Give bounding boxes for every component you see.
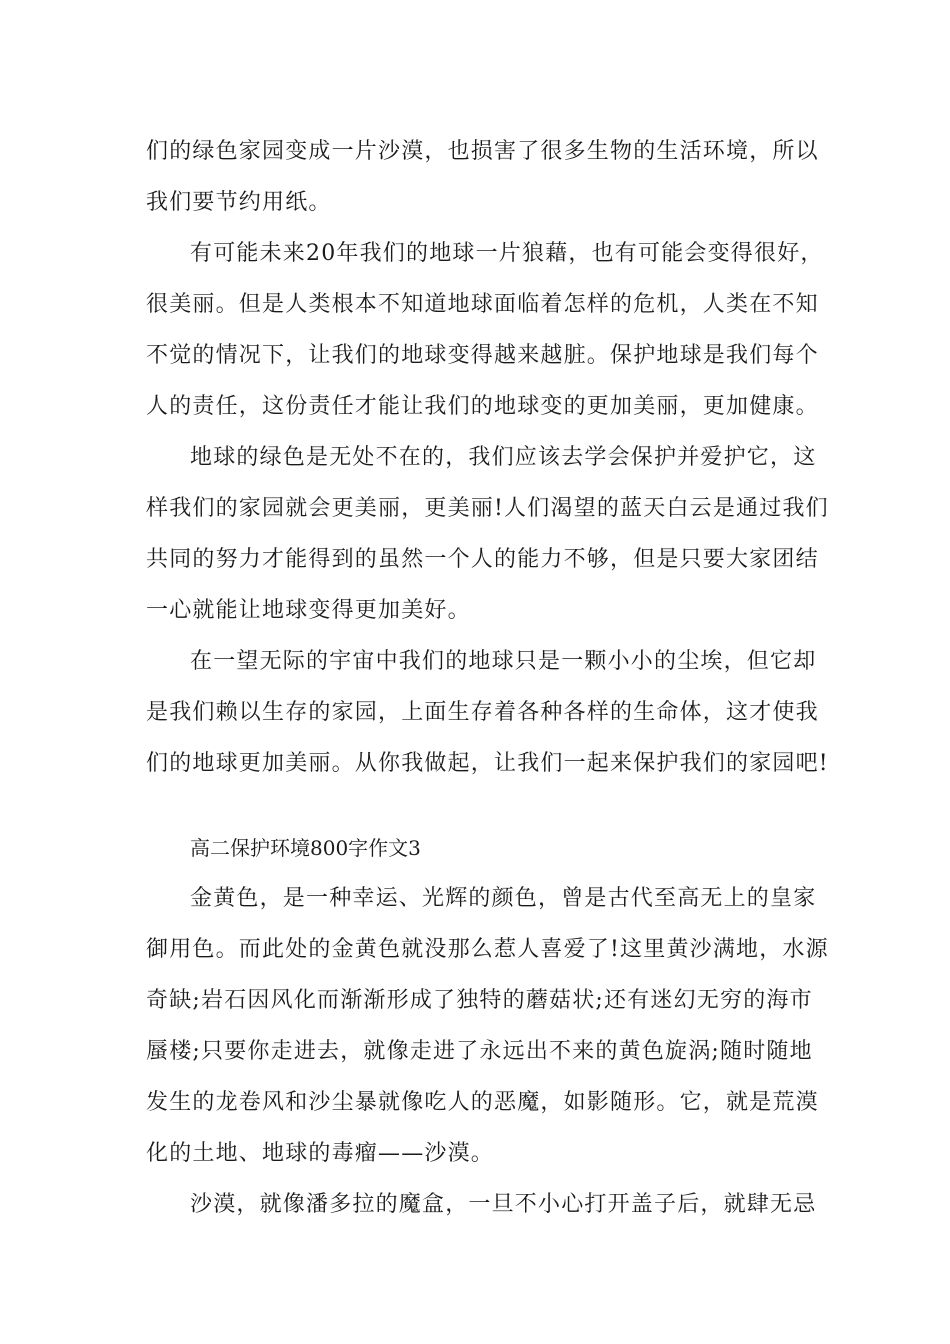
paragraph-line: 蜃楼;只要你走进去，就像走进了永远出不来的黄色旋涡;随时随地 [146,1039,813,1064]
paragraph-line: 共同的努力才能得到的虽然一个人的能力不够，但是只要大家团结 [146,547,819,572]
paragraph-line: 化的土地、地球的毒瘤——沙漠。 [146,1141,495,1166]
paragraph-line: 们的地球更加美丽。从你我做起，让我们一起来保护我们的家园吧! [146,751,829,776]
paragraph-line: 沙漠，就像潘多拉的魔盒，一旦不小心打开盖子后，就肆无忌 [190,1192,817,1217]
paragraph-line: 们的绿色家园变成一片沙漠，也损害了很多生物的生活环境，所以 [146,139,819,164]
paragraph-line: 地球的绿色是无处不在的，我们应该去学会保护并爱护它，这 [190,445,817,470]
section-heading: 高二保护环境800字作文3 [190,836,421,860]
paragraph-line: 很美丽。但是人类根本不知道地球面临着怎样的危机，人类在不知 [146,292,819,317]
paragraph-line: 一心就能让地球变得更加美好。 [146,598,471,623]
paragraph-line: 奇缺;岩石因风化而渐渐形成了独特的蘑菇状;还有迷幻无穷的海市 [146,988,813,1013]
paragraph-line: 金黄色，是一种幸运、光辉的颜色，曾是古代至高无上的皇家 [190,886,817,911]
paragraph-line: 有可能未来20年我们的地球一片狼藉，也有可能会变得很好， [190,241,824,266]
paragraph-line: 我们要节约用纸。 [146,190,332,215]
paragraph-line: 是我们赖以生存的家园，上面生存着各种各样的生命体，这才使我 [146,700,819,725]
paragraph-line: 发生的龙卷风和沙尘暴就像吃人的恶魔，如影随形。它，就是荒漠 [146,1090,819,1115]
paragraph-line: 不觉的情况下，让我们的地球变得越来越脏。保护地球是我们每个 [146,343,819,368]
paragraph-line: 样我们的家园就会更美丽，更美丽!人们渴望的蓝天白云是通过我们 [146,496,829,521]
paragraph-line: 在一望无际的宇宙中我们的地球只是一颗小小的尘埃，但它却 [190,649,817,674]
paragraph-line: 御用色。而此处的金黄色就没那么惹人喜爱了!这里黄沙满地，水源 [146,937,829,962]
paragraph-line: 人的责任，这份责任才能让我们的地球变的更加美丽，更加健康。 [146,394,819,419]
